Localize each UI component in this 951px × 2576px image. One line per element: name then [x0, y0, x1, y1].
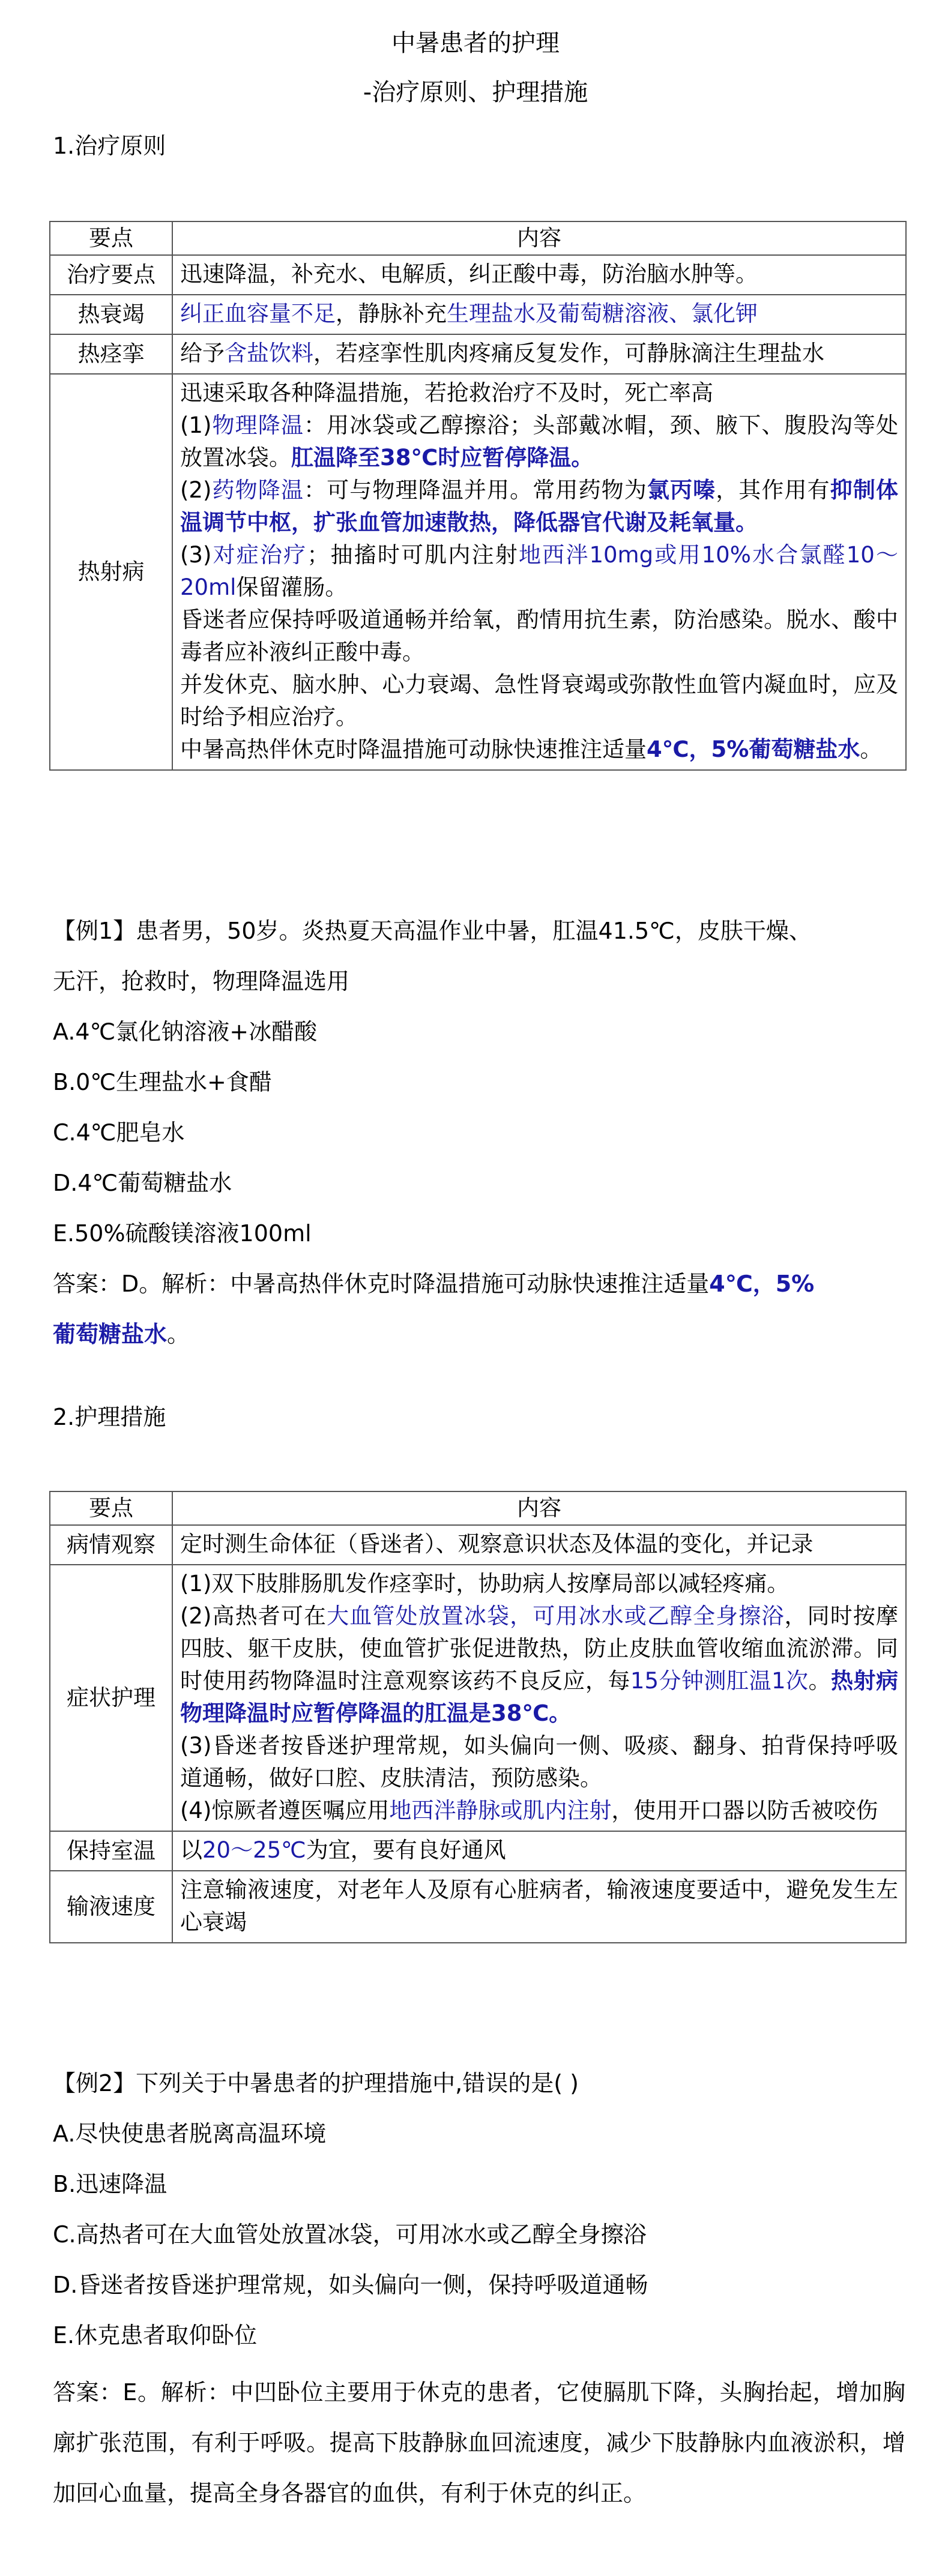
header-key: 要点 [50, 1491, 172, 1525]
question-stem: 【例1】患者男，50岁。炎热夏天高温作业中暑，肛温41.5℃，皮肤干燥、 [53, 918, 812, 944]
row-content [172, 334, 906, 374]
row-content: 定时测生命体征（昏迷者）、观察意识状态及体温的变化，并记录 [172, 1525, 906, 1565]
content-paragraph [180, 1730, 898, 1795]
content-paragraph [180, 1600, 898, 1730]
example-1 [53, 912, 905, 1350]
row-content: 注意输液速度，对老年人及原有心脏病者，输液速度要适中，避免发生左心衰竭 [172, 1871, 906, 1943]
body-text: 迅速采取各种降温措施，若抢救治疗不及时，死亡率高 [180, 380, 713, 406]
section-heading-nursing: 2.护理措施 [53, 1404, 166, 1430]
table-row [50, 1525, 906, 1565]
option-b: B.迅速降温 [53, 2171, 168, 2197]
row-content [172, 1831, 906, 1871]
answer-explanation [53, 1265, 814, 1298]
row-key: 治疗要点 [50, 255, 172, 295]
header-content: 内容 [172, 1491, 906, 1525]
row-key: 输液速度 [50, 1871, 172, 1943]
option-e: E.休克患者取仰卧位 [53, 2322, 258, 2349]
content-paragraph [180, 377, 898, 409]
page-subtitle: -治疗原则、护理措施 [363, 79, 588, 106]
row-content [172, 1565, 906, 1831]
highlight-text: 含盐饮料 [225, 340, 313, 366]
highlight-text: 纠正血容量不足 [180, 301, 336, 327]
highlight-text: 抑制体温调节中枢，扩张血管加速散热，降低器官代谢及耗氧量。 [180, 477, 899, 535]
body-text: 保留灌肠。 [236, 574, 348, 600]
table-row [50, 334, 906, 374]
body-text: 为宜，要有良好通风 [306, 1837, 506, 1863]
question-stem: 无汗，抢救时，物理降温选用 [53, 968, 350, 995]
row-key: 热痉挛 [50, 334, 172, 374]
option-e: E.50%硫酸镁溶液100ml [53, 1220, 312, 1247]
table-row [50, 1565, 906, 1831]
body-text: ：用冰袋或乙醇擦浴；头部戴冰帽，颈、腋下、腹股沟等处放置冰袋。 [180, 412, 899, 471]
body-text: (4)惊厥者遵医嘱应用 [180, 1798, 390, 1823]
answer-explanation-cont [53, 1316, 190, 1349]
highlight-text: 物理降温 [211, 412, 304, 438]
content-paragraph [180, 733, 898, 766]
table-header-row [50, 221, 906, 255]
body-text: 。 [860, 736, 883, 762]
treatment-table [49, 221, 907, 771]
content-paragraph [180, 474, 898, 539]
nursing-table [49, 1491, 907, 1943]
header-content: 内容 [172, 221, 906, 255]
answer-explanation: 答案：E。解析：中凹卧位主要用于休克的患者，它使膈肌下降，头胸抬起，增加胸廓扩张范围，有利于呼吸。提高下肢静脉血回流速度，减少下肢静脉内血液淤积，增加回心血量，提高全身各器官的血供，有利于休克的纠正。 [53, 2379, 905, 2506]
body-text: (1) [180, 412, 212, 438]
table-row [50, 295, 906, 334]
content-paragraph [180, 604, 898, 669]
row-content [172, 374, 906, 770]
body-text: (3) [180, 542, 212, 568]
body-text: ，其作用有 [716, 477, 830, 503]
table-row [50, 374, 906, 770]
body-text: 以 [180, 1837, 202, 1863]
table-row [50, 1831, 906, 1871]
highlight-text: 药物降温 [211, 477, 304, 503]
highlight-text: 热射病物理降温时应暂停降温的肛温是38℃。 [180, 1668, 899, 1726]
row-key: 热衰竭 [50, 295, 172, 334]
answer-highlight: 4℃，5% [709, 1271, 815, 1297]
row-key: 热射病 [50, 374, 172, 770]
body-text: 昏迷者应保持呼吸道通畅并给氧，酌情用抗生素，防治感染。脱水、酸中毒者应补液纠正酸中毒。 [180, 607, 898, 665]
content-paragraph [180, 669, 898, 733]
content-paragraph [180, 409, 898, 474]
table-row [50, 255, 906, 295]
content-paragraph [180, 1568, 898, 1600]
option-a: A.尽快使患者脱离高温环境 [53, 2120, 327, 2147]
highlight-text: 地西泮10mg或用10%水合氯醛10～20ml [180, 542, 899, 600]
body-text: (3)昏迷者按昏迷护理常规，如头偏向一侧、吸痰、翻身、拍背保持呼吸道通畅，做好口腔、皮肤清洁，预防感染。 [180, 1733, 898, 1791]
row-content: 迅速降温，补充水、电解质，纠正酸中毒，防治脑水肿等。 [172, 255, 906, 295]
content-paragraph [180, 1795, 898, 1827]
highlight-text: 4℃，5%葡萄糖盐水 [647, 736, 860, 762]
option-b: B.0℃生理盐水+食醋 [53, 1069, 272, 1095]
body-text: 。 [808, 1668, 832, 1694]
body-text: (2) [180, 477, 212, 503]
option-c: C.4℃肥皂水 [53, 1119, 185, 1146]
question-stem: 【例2】下列关于中暑患者的护理措施中,错误的是( ) [53, 2070, 579, 2096]
body-text: ，同时按摩四肢、躯干皮肤，使血管扩张促进散热，防止皮肤血管收缩血流淤滞。同时使用药物降温时注意观察该药不良反应，每 [180, 1603, 899, 1694]
body-text: 并发休克、脑水肿、心力衰竭、急性肾衰竭或弥散性血管内凝血时，应及时给予相应治疗。 [180, 672, 898, 730]
highlight-text: 15分钟测肛温1次 [630, 1668, 809, 1694]
highlight-text: 生理盐水及葡萄糖溶液、氯化钾 [447, 301, 758, 327]
page-title: 中暑患者的护理 [391, 29, 560, 57]
body-text: (1)双下肢腓肠肌发作痉挛时，协助病人按摩局部以减轻疼痛。 [180, 1571, 789, 1596]
row-content [172, 295, 906, 334]
table-row [50, 1871, 906, 1943]
highlight-text: 肛温降至38℃时应暂停降温。 [291, 445, 594, 471]
row-key: 病情观察 [50, 1525, 172, 1565]
section-heading-treatment: 1.治疗原则 [53, 133, 166, 159]
answer-text: 。 [167, 1321, 190, 1347]
option-a: A.4℃氯化钠溶液+冰醋酸 [53, 1019, 318, 1045]
highlight-text: 20～25℃ [202, 1837, 306, 1863]
option-d: D.4℃葡萄糖盐水 [53, 1170, 232, 1196]
header-key: 要点 [50, 221, 172, 255]
table-header-row [50, 1491, 906, 1525]
option-c: C.高热者可在大血管处放置冰袋，可用冰水或乙醇全身擦浴 [53, 2221, 647, 2248]
body-text: ：可与物理降温并用。常用药物为 [304, 477, 647, 503]
row-key: 保持室温 [50, 1831, 172, 1871]
answer-highlight: 葡萄糖盐水 [53, 1321, 168, 1347]
body-text: ，使用开口器以防舌被咬伤 [611, 1798, 878, 1823]
body-text: 给予 [180, 340, 225, 366]
highlight-text: 地西泮静脉或肌内注射 [389, 1798, 612, 1823]
body-text: ；抽搐时可肌内注射 [307, 542, 519, 568]
highlight-text: 对症治疗 [211, 542, 307, 568]
body-text: (2)高热者可在 [180, 1603, 327, 1629]
highlight-text: 氯丙嗪 [647, 477, 716, 503]
row-key: 症状护理 [50, 1565, 172, 1831]
body-text: 中暑高热伴休克时降温措施可动脉快速推注适量 [180, 736, 647, 762]
content-paragraph [180, 539, 898, 604]
option-d: D.昏迷者按昏迷护理常规，如头偏向一侧，保持呼吸道通畅 [53, 2272, 648, 2298]
highlight-text: 大血管处放置冰袋，可用冰水或乙醇全身擦浴 [327, 1603, 785, 1629]
example-2 [53, 2065, 905, 2545]
body-text: ，静脉补充 [336, 301, 447, 327]
answer-text: 答案：D。解析：中暑高热伴休克时降温措施可动脉快速推注适量 [53, 1271, 710, 1297]
body-text: ，若痉挛性肌肉疼痛反复发作，可静脉滴注生理盐水 [313, 340, 824, 366]
